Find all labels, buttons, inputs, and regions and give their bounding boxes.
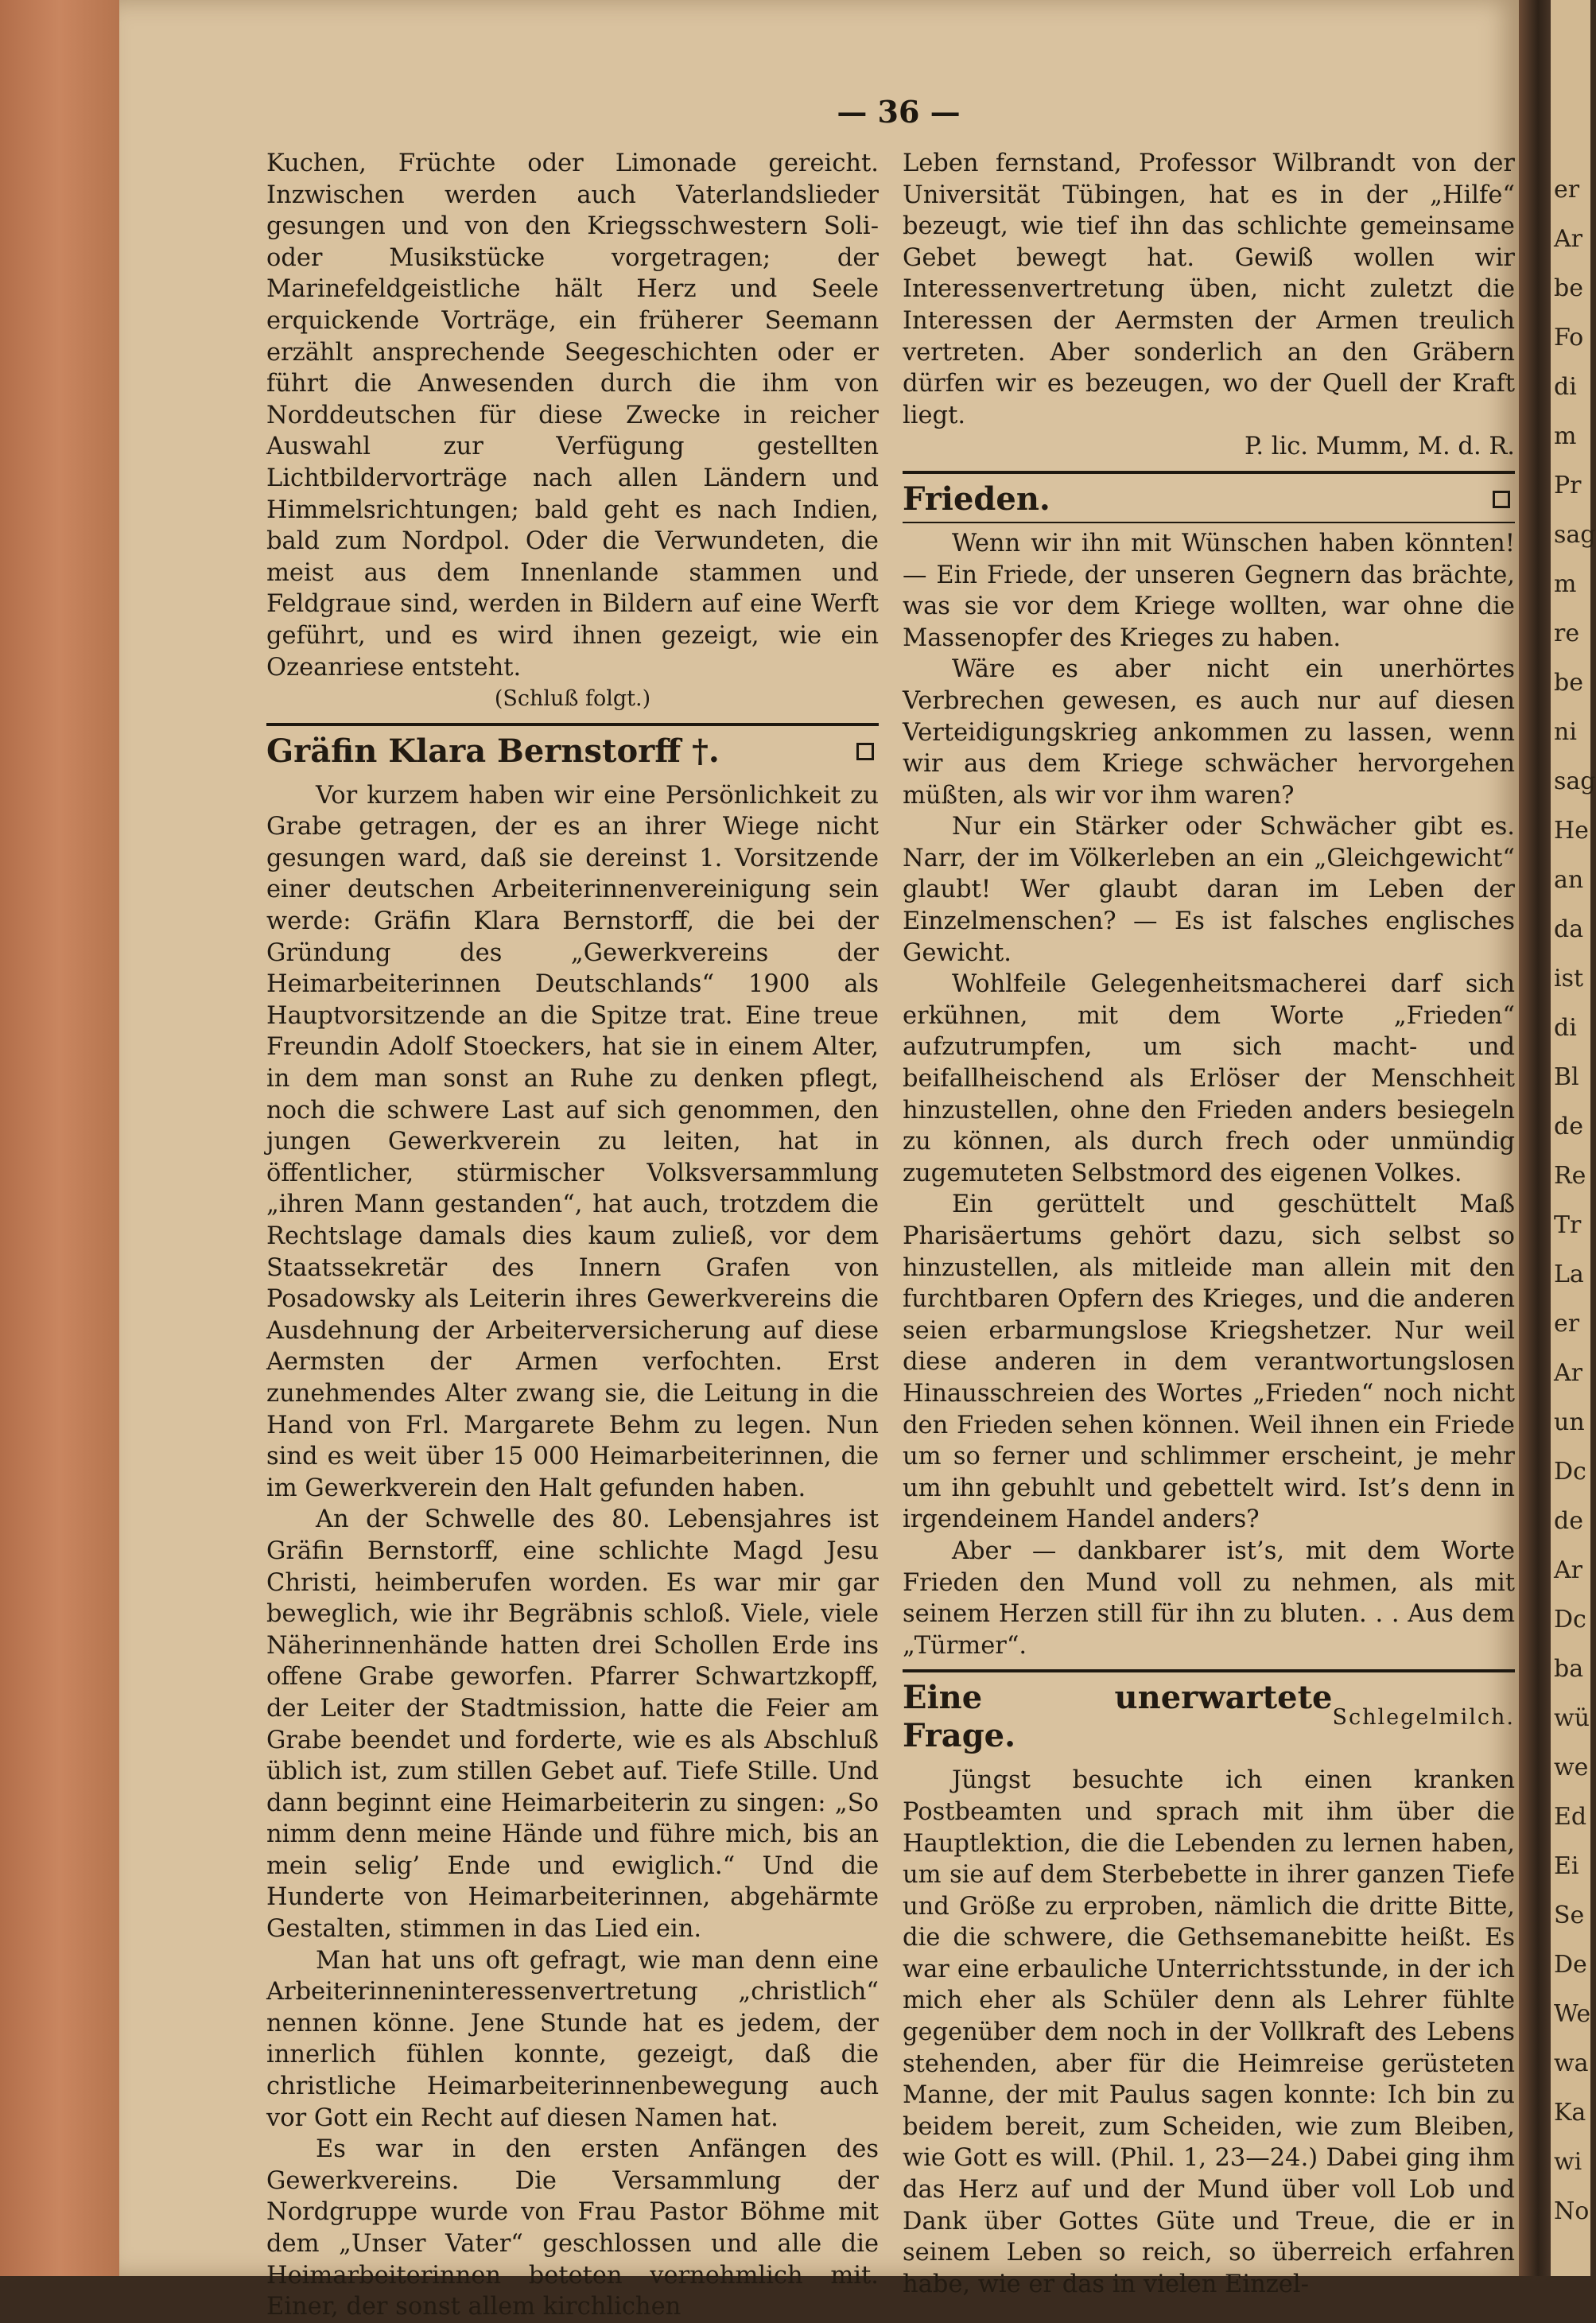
article-paragraph: Wenn wir ihn mit Wünschen haben könnten! — Ein Friede, der unseren Gegnern das brächte, was sie vor dem Kriege wollten, war ohne die Massenopfer des Krieges zu haben.: [903, 529, 1515, 652]
next-page-fragment: Ed: [1554, 1803, 1587, 1831]
next-page-fragment: Re: [1554, 1162, 1586, 1190]
next-page-fragment: Ar: [1554, 1556, 1583, 1584]
article-paragraph: Ein gerüttelt und geschüttelt Maß Pharisäertums gehört dazu, sich selbst so hinzustellen, als mitleide man allein mit den furchtbaren Opfern des Krieges, und die anderen seien erbarmungslose Kriegshetzer. Nur weil diese anderen in dem verantwortungslosen Hinausschreien des Wortes „Frieden“ noch nicht den Frieden sehen können. Weil ihnen ein Friede um so ferner und schlimmer erscheint, je mehr um ihn gebuhlt und gebettelt wird. Ist’s denn in irgendeinem Handel anders?: [903, 1191, 1515, 1534]
article-heading-bernstorff: [266, 723, 879, 774]
next-page-fragment: di: [1554, 373, 1577, 401]
next-page-fragment: di: [1554, 1014, 1577, 1042]
left-column: [266, 148, 879, 2323]
next-page-fragment: No: [1554, 2197, 1590, 2225]
next-page-fragment: sag: [1554, 521, 1596, 549]
next-page-fragment: m: [1554, 422, 1577, 450]
next-page-fragment: Dc: [1554, 1606, 1586, 1633]
next-page-fragment: un: [1554, 1408, 1585, 1436]
next-page-fragment: er: [1554, 1310, 1580, 1338]
page-number: — 36 —: [837, 94, 961, 130]
next-page-fragment: Ar: [1554, 225, 1583, 253]
next-page-fragment: He: [1554, 817, 1589, 845]
next-page-fragment: wü: [1554, 1704, 1590, 1732]
next-page-fragment: wi: [1554, 2148, 1582, 2176]
next-page-fragment: La: [1554, 1261, 1584, 1288]
next-page-fragment: Pr: [1554, 472, 1582, 499]
next-page-fragment: wa: [1554, 2049, 1589, 2077]
next-page-fragment: Ka: [1554, 2099, 1586, 2127]
next-page-fragment: De: [1554, 1951, 1587, 1979]
next-page-fragment: Fo: [1554, 324, 1584, 352]
square-ornament-icon: [1493, 491, 1510, 508]
article-title: Frieden.: [903, 480, 1050, 518]
next-page-fragment: Se: [1554, 1902, 1585, 1929]
article-paragraph: Wäre es aber nicht ein unerhörtes Verbrechen gewesen, es auch nur auf diesen Verteidigungskrieg ankommen zu lassen, wenn wir aus dem Kriege schwächer hervorgehen müßten, als wir vor ihm waren?: [903, 655, 1515, 810]
next-page-fragment: an: [1554, 866, 1584, 894]
next-page-fragment: Ei: [1554, 1852, 1579, 1880]
next-page-fragment: da: [1554, 915, 1584, 943]
next-page-fragment: Tr: [1554, 1211, 1582, 1239]
article-paragraph: Nur ein Stärker oder Schwächer gibt es. Narr, der im Völkerleben an ein „Gleichgewicht“ glaubt! Wer glaubt daran im Leben der Einzelmenschen? — Es ist falsches englisches Gewicht.: [903, 813, 1515, 967]
next-page-fragment: sag: [1554, 767, 1596, 795]
next-page-fragment: be: [1554, 274, 1583, 302]
article-paragraph: Es war in den ersten Anfängen des Gewerkvereins. Die Versammlung der Nordgruppe wurde von Frau Pastor Böhme mit dem „Unser Vater“ geschlossen und alle die Heimarbeiterinnen beteten vernehmlich mit. Einer, der sonst allem kirchlichen: [266, 2135, 879, 2321]
continued-note: (Schluß folgt.): [494, 686, 651, 712]
intro-paragraph: Kuchen, Früchte oder Limonade gereicht. Inzwischen werden auch Vaterlandslieder gesungen und von den Kriegsschwestern Soli- oder Musikstücke vorgetragen; der Marinefeldgeistliche hält Herz und Seele erquickende Vorträge, ein früherer Seemann erzählt ansprechende Seegeschichten oder er führt die Anwesenden durch die ihm von Norddeutschen für diese Zwecke in reicher Auswahl zur Verfügung gestellten Lichtbildervorträge nach allen Ländern und Himmelsrichtungen; bald geht es nach Indien, bald zum Nordpol. Oder die Verwundeten, die meist aus dem Innenlande stammen und Feldgraue sind, werden in Bildern auf eine Werft geführt, und es wird ihnen gezeigt, wie ein Ozeanriese entsteht.: [266, 150, 879, 682]
article-paragraph: Wohlfeile Gelegenheitsmacherei darf sich erkühnen, mit dem Worte „Frieden“ aufzutrumpfen, um sich macht- und beifallheischend als Erlöser der Menschheit hinzustellen, ohne den Frieden anders besiegeln zu können, als durch frech oder unmündig zugemuteten Selbstmord des eigenen Volkes.: [903, 970, 1515, 1187]
next-page-fragment: ist: [1554, 965, 1584, 993]
next-page-fragment: Dc: [1554, 1458, 1586, 1486]
continuation-paragraph: Leben fernstand, Professor Wilbrandt von der Universität Tübingen, hat es in der „Hilfe“ bezeugt, wie tief ihn das schlichte gemeinsame Gebet bewegt hat. Gewiß wollen wir Interessenvertretung üben, nicht zuletzt die Interessen der Aermsten der Armen treulich vertreten. Aber sonderlich an den Gräbern dürfen wir es bezeugen, wo der Quell der Kraft liegt.: [903, 150, 1515, 429]
square-ornament-icon: [856, 743, 874, 760]
article-paragraph: Vor kurzem haben wir eine Persönlichkeit zu Grabe getragen, der es an ihrer Wiege nicht gesungen ward, daß sie dereinst 1. Vorsitzende einer deutschen Arbeiterinnenvereinigung sein werde: Gräfin Klara Bernstorff, die bei der Gründung des „Gewerkvereins der Heimarbeiterinnen Deutschlands“ 1900 als Hauptvorsitzende an die Spitze trat. Eine treue Freundin Adolf Stoeckers, hat sie in einem Alter, in dem man sonst an Ruhe zu denken pflegt, noch die schwere Last auf sich genommen, den jungen Gewerkverein zu leiten, hat in öffentlicher, stürmischer Volksversammlung „ihren Mann gestanden“, hat auch, trotzdem die Rechtslage damals dies kaum zuließ, vor dem Staatssekretär des Innern Grafen von Posadowsky als Leiterin ihres Gewerkvereins die Ausdehnung der Arbeiterversicherung auf diese Aermsten der Armen verfochten. Erst zunehmendes Alter zwang sie, die Leitung in die Hand von Frl. Margarete Behm zu legen. Nun sind es weit über 15 000 Heimarbeiterinnen, die im Gewerkverein den Halt gefunden haben.: [266, 781, 879, 1502]
next-page-fragment: we: [1554, 1754, 1589, 1781]
article-title: Gräfin Klara Bernstorff †.: [266, 732, 720, 770]
next-page-fragment: We: [1554, 2000, 1591, 2028]
left-book-edge: [0, 0, 119, 2276]
article-title: Eine unerwartete Frage.: [903, 1679, 1333, 1755]
next-page-fragment: Ar: [1554, 1359, 1583, 1387]
article-heading-frage: [903, 1669, 1515, 1758]
title-underline: [903, 522, 1515, 523]
next-page-fragment: er: [1554, 176, 1580, 204]
article-heading-frieden: [903, 471, 1515, 522]
next-page-fragment: de: [1554, 1113, 1583, 1140]
signature: P. lic. Mumm, M. d. R.: [1244, 433, 1515, 461]
book-gutter: [1519, 0, 1551, 2276]
right-column: [903, 148, 1515, 2300]
next-page-fragment: Bl: [1554, 1063, 1579, 1091]
next-page-fragment: be: [1554, 669, 1583, 697]
next-page-edge: [1551, 0, 1596, 2276]
article-paragraph: Man hat uns oft gefragt, wie man denn eine Arbeiterinneninteressenvertretung „christlich“ nennen könne. Jene Stunde hat es jedem, der innerlich fühlen konnte, gezeigt, daß die christliche Heimarbeiterinnenbewegung auch vor Gott ein Recht auf diesen Namen hat.: [266, 1946, 879, 2132]
article-paragraph: Jüngst besuchte ich einen kranken Postbeamten und sprach mit ihm über die Hauptlektion, die die Lebenden zu lernen haben, um sie auf dem Sterbebette in ihrer ganzen Tiefe und Größe zu erproben, nämlich die dritte Bitte, die die schwere, die Gethsemanebitte heißt. Es war eine erbauliche Unterrichtsstunde, in der ich mich eher als Schüler denn als Lehrer fühlte gegenüber dem noch in der Vollkraft des Lebens stehenden, aber für die Heimreise gerüsteten Manne, der mit Paulus sagen konnte: Ich bin zu beidem bereit, zum Scheiden, wie zum Bleiben, wie Gott es will. (Phil. 1, 23—24.) Dabei ging ihm das Herz auf und der Mund über voll Lob und Dank über Gottes Güte und Treue, die er in seinem Leben so reich, so überreich erfahren habe, wie er das in vielen Einzel-: [903, 1766, 1515, 2298]
next-page-fragment: ba: [1554, 1655, 1584, 1683]
article-paragraph: Aber — dankbarer ist’s, mit dem Worte Frieden den Mund voll zu nehmen, als mit seinem Herzen still für ihn zu bluten. . . Aus dem „Türmer“.: [903, 1536, 1515, 1660]
article-paragraph: An der Schwelle des 80. Lebensjahres ist Gräfin Bernstorff, eine schlichte Magd Jesu Christi, heimberufen worden. Es war mir gar beweglich, wie ihr Begräbnis schloß. Viele, viele Näherinnenhände hatten drei Schollen Erde ins offene Grabe geworfen. Pfarrer Schwartzkopff, der Leiter der Stadtmission, hatte die Feier am Grabe beendet und forderte, wie es als Abschluß üblich ist, zum stillen Gebet auf. Tiefe Stille. Und dann beginnt eine Heimarbeiterin zu singen: „So nimm denn meine Hände und führe mich, bis an mein selig’ Ende und ewiglich.“ Und die Hunderte von Heimarbeiterinnen, abgehärmte Gestalten, stimmen in das Lied ein.: [266, 1505, 879, 1944]
next-page-fragment: m: [1554, 570, 1577, 598]
next-page-fragment: de: [1554, 1507, 1583, 1535]
article-author: Schlegelmilch.: [1332, 1704, 1515, 1730]
next-page-fragment: re: [1554, 620, 1580, 647]
next-page-fragment: ni: [1554, 718, 1577, 746]
